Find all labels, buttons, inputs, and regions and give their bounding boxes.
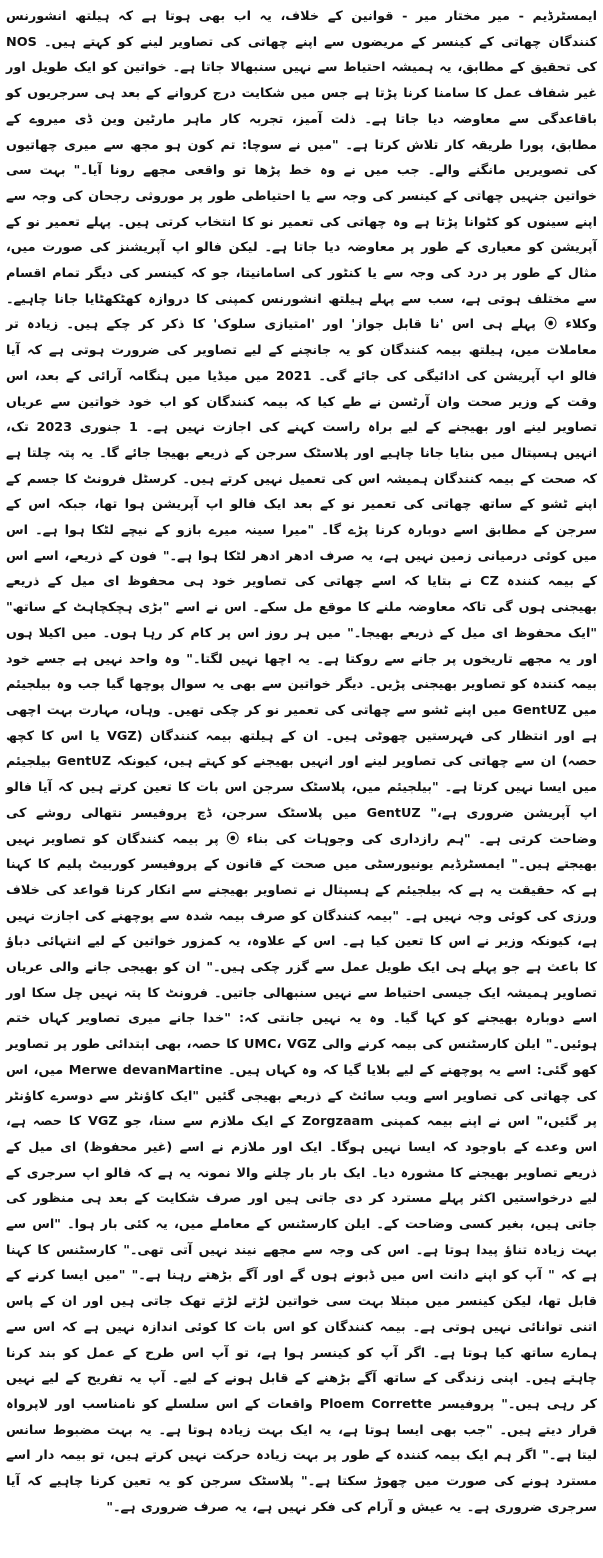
article-text: ایمسٹرڈیم - میر مختار میر - قوانین کے خلاف، یہ اب بھی ہوتا ہے کہ ہیلتھ انشورنس کنندگان چھاتی کے کینسر کے مریضوں سے اپنے چھاتی کی تصاویر لینے کو کہتے ہیں۔ NOS کی تحقیق کے مطابق، یہ ہمیشہ احتیاط سے نہیں سنبھالا جاتا ہے۔ خواتین کو ایک طویل اور غیر شفاف عمل کا سامنا کرنا پڑتا ہے جس میں شکایت درج کروانے کے بعد ہی سرجریوں کو باقاعدگی سے معاوضہ دیا جاتا ہے۔ ذلت آمیز، تجربہ کار ماہر مارٹین وین ڈی میروے کے مطابق، پورا طریقہ کار تلاش کرتا ہے۔ "میں نے سوچا: تم کون ہو مجھ سے میری چھاتیوں کی تصویریں مانگنے والے۔ جب میں نے وہ خط پڑھا تو واقعی مجھے رونا آیا۔" بہت سی خواتین جنہیں چھاتی کے کینسر کی وجہ سے یا احتیاطی طور پر موروثی رجحان کی وجہ سے اپنے سینوں کو کٹوانا پڑتا ہے وہ چھاتی کی تعمیر نو کا انتخاب کرتی ہیں۔ پہلے تعمیر نو کے آپریشن کو معیاری کے طور پر معاوضہ دیا جاتا ہے۔ لیکن فالو اپ آپریشنز کی صورت میں، مثال کے طور پر درد کی وجہ سے یا کنٹور کی اسامانیتا، جو کہ کینسر کی دیگر تمام اقسام سے مختلف ہوتی ہے، سب سے پہلے ہیلتھ انشورنس کمپنی کا دروازہ کھٹکھٹایا جانا چاہیے۔ وکلاء ⦿ پہلے ہی اس 'نا قابل جواز' اور 'امتیازی سلوک' کا ذکر کر چکے ہیں۔ زیادہ تر معاملات میں، ہیلتھ بیمہ کنندگان کو یہ جانچنے کے لیے تصاویر کی ضرورت ہوتی ہے کہ آیا فالو اپ آپریشن کی ادائیگی کی جائے گی۔ 2021 میں میڈیا میں ہنگامہ آرائی کے بعد، اس وقت کے وزیر صحت وان آرٹسن نے طے کیا کہ بیمہ کنندگان کو اب خود خواتین سے عریاں تصاویر لینے اور بھیجنے کے لیے براہ راست کہنے کی اجازت نہیں ہے۔ 1 جنوری 2023 تک، انہیں ہسپتال میں بنایا جانا چاہیے اور پلاسٹک سرجن کے ذریعے بھیجا جائے گا۔ یہ پتہ چلتا ہے کہ صحت کے بیمہ کنندگان ہمیشہ اس کی تعمیل نہیں کرتے ہیں۔ کرسٹل فرونٹ کا جسم کے اپنے ٹشو کے ساتھ چھاتی کی تعمیر نو کے بعد ایک فالو اپ آپریشن ہوا تھا، جبکہ اس کے سرجن کے مطابق اسے دوبارہ کرنا پڑے گا۔ "میرا سینہ میرے بازو کے نیچے لٹکا ہوا ہے۔ اس میں کوئی درمیانی زمین نہیں ہے، یہ صرف ادھر ادھر لٹکا ہوا ہے۔" فون کے ذریعے، اسے اس کے بیمہ کنندہ CZ نے بتایا کہ اسے چھاتی کی تصاویر خود ہی محفوظ ای میل کے ذریعے بھیجنی ہوں گی تاکہ معاوضہ ملنے کا موقع مل سکے۔ اس نے اسے "بڑی ہچکچاہٹ کے ساتھ" "ایک محفوظ ای میل کے ذریعے بھیجا۔" میں ہر روز اس پر کام کر رہا ہوں۔ میں اکیلا ہوں اور یہ مجھے تاریخوں پر جانے سے روکتا ہے۔ یہ اچھا نہیں لگتا۔" وہ واحد نہیں ہے جسے خود بیمہ کنندہ کو تصاویر بھیجنی پڑیں۔ دیگر خواتین سے بھی یہ سوال پوچھا گیا جب وہ بیلجیئم میں GentUZ میں اپنے ٹشو سے چھاتی کی تعمیر نو کر چکی تھیں۔ وہاں، مہارت بہت اچھی ہے اور انتظار کی فہرستیں چھوٹی ہیں۔ ان کے ہیلتھ بیمہ کنندگان (VGZ یا اس کا کچھ حصہ) ان سے چھاتی کی تصاویر لینے اور انہیں بھیجنے کو کہتے ہیں، کیونکہ GentUZ بیلجیئم میں ایسا نہیں کرتا ہے۔ "بیلجیئم میں، پلاسٹک سرجن اس بات کا تعین کرتے ہیں کہ آیا فالو اپ آپریشن ضروری ہے،" GentUZ میں پلاسٹک سرجن، ڈچ پروفیسر نتھالی روشے کی وضاحت کرتی ہے۔ "ہم رازداری کی وجوہات کی بناء ⦿ پر بیمہ کنندگان کو تصاویر نہیں بھیجتے ہیں۔" ایمسٹرڈیم یونیورسٹی میں صحت کے قانون کے پروفیسر کوربیٹ پلیم کا کہنا ہے کہ حقیقت یہ ہے کہ بیلجیئم کے ہسپتال نے تصاویر بھیجنے سے انکار کرنا قواعد کی خلاف ورزی کی کوئی وجہ نہیں ہے۔ "بیمہ کنندگان کو صرف بیمہ شدہ سے پوچھنے کی اجازت نہیں ہے، کیونکہ وزیر نے اس کا تعین کیا ہے۔ اس کے علاوہ، یہ کمزور خواتین کے لیے انتہائی دباؤ کا باعث ہے جو پہلے ہی ایک طویل عمل سے گزر چکی ہیں۔" ان کو بھیجی جانے والی عریاں تصاویر ہمیشہ ایک جیسی احتیاط سے نہیں سنبھالی جاتیں۔ فرونٹ کا پتہ نہیں چل سکا اور اسے دوبارہ بھیجنے کو کہا گیا۔ وہ یہ نہیں جانتی کہ: "خدا جانے میری تصاویر کہاں ختم ہوئیں۔" ایلن کارسٹنس کی بیمہ کرنے والی UMC، VGZ کا حصہ، بھی ابتدائی طور پر تصاویر کھو گئی: اسے یہ پوچھنے کے لیے بلایا گیا کہ وہ کہاں ہیں۔ Merwe devanMartine میں، اس کی چھاتی کی تصاویر اسے ویب سائٹ کے ذریعے بھیجی گئیں "ایک کاؤنٹر سے دوسرے کاؤنٹر پر گئیں،" اس نے اپنے بیمہ کمپنی Zorgzaam کے ایک ملازم سے سنا، جو VGZ کا حصہ ہے، اس وعدے کے باوجود کہ ایسا نہیں ہوگا۔ ایک اور ملازم نے اسے (غیر محفوظ) ای میل کے ذریعے تصاویر بھیجنے کا مشورہ دیا۔ ایک بار بار چلنے والا نمونہ یہ ہے کہ فالو اپ سرجری کے لیے درخواستیں اکثر پہلے مسترد کر دی جاتی ہیں اور صرف شکایت کے بعد ہی منظور کی جاتی ہیں، بغیر کسی وضاحت کے۔ ایلن کارسٹنس کے معاملے میں، یہ کئی بار ہوا۔ "اس سے بہت زیادہ تناؤ پیدا ہوتا ہے۔ اس کی وجہ سے مجھے نیند نہیں آتی تھی۔" کارسٹنس کا کہنا ہے کہ " آپ کو اپنے دانت اس میں ڈبونے ہوں گے اور آگے بڑھتے رہنا ہے۔" "میں ایسا کرنے کے قابل تھا، لیکن کینسر میں مبتلا بہت سی خواتین لڑتے لڑتے تھک جاتی ہیں اور ان کے پاس اتنی توانائی نہیں ہوتی ہے۔ بیمہ کنندگان کو اس بات کا کوئی اندازہ نہیں ہے کہ اس سے ہمارے ساتھ کیا ہوتا ہے۔ اگر آپ کو کینسر ہوا ہے، تو آپ اس طرح کے عمل کو بند کرنا چاہتے ہیں۔ اپنی زندگی کے ساتھ آگے بڑھنے کے قابل ہونے کے لیے۔ آپ یہ تفریح کے لیے نہیں کر رہی ہیں۔" پروفیسر Ploem Corrette واقعات کے اس سلسلے کو نامناسب اور لاپرواہ قرار دیتے ہیں۔ "جب بھی ایسا ہوتا ہے، یہ ایک بہت زیادہ ہوتا ہے۔ یہ بہت مضبوط سانس لیتا ہے۔" اگر ہم ایک بیمہ کنندہ کے طور پر بہت زیادہ حرکت نہیں کرتے ہیں، تو بیمہ دار اسے مسترد ہونے کی صورت میں چھوڑ سکتا ہے۔" پلاسٹک سرجن کو یہ تعین کرنا چاہیے کہ آیا سرجری ضروری ہے۔ یہ عیش و آرام کی فکر نہیں ہے، یہ صرف ضروری ہے۔" xyxy=(6,9,597,1515)
article-body xyxy=(6,4,597,1520)
